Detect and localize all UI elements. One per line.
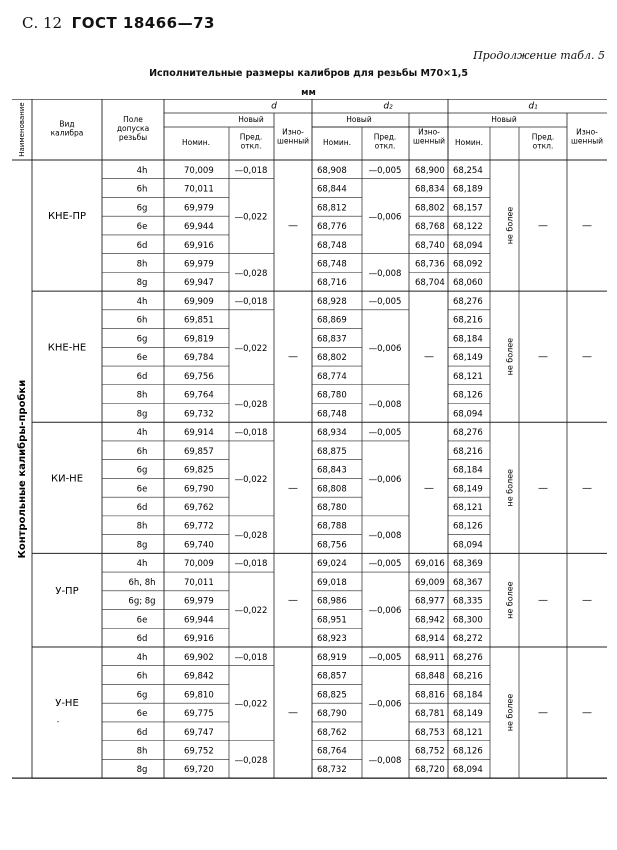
d1-nominal: 68,092 [453, 259, 483, 270]
tolerance-field: 4h [136, 559, 148, 570]
d2-nominal: 68,764 [317, 746, 347, 757]
d-deviation: —0,022 [234, 343, 268, 354]
column-header-kind: Вид [59, 119, 75, 129]
d-deviation: —0,018 [234, 296, 268, 307]
tolerance-field: 8h [136, 390, 148, 401]
d2-worn: 68,914 [415, 634, 445, 645]
d-nominal: 70,009 [184, 165, 214, 176]
d2-worn: 68,977 [415, 596, 445, 607]
d-nominal: 69,756 [184, 371, 214, 382]
d1-nominal: 68,184 [453, 690, 483, 701]
page-number: С. 12 [22, 14, 63, 32]
tolerance-field: 6e [136, 709, 148, 720]
d-deviation: —0,018 [234, 165, 268, 176]
not-more-label: не более [505, 206, 515, 245]
d1-nominal: 68,126 [453, 390, 483, 401]
d-deviation: —0,028 [234, 755, 268, 766]
d2-deviation: —0,008 [368, 399, 402, 410]
d2-nominal: 69,024 [317, 559, 347, 570]
d1-worn-dash: — [582, 595, 592, 607]
column-header-worn: шенный [412, 136, 446, 146]
column-header-dev: Пред. [239, 132, 263, 142]
column-header-kind: калибра [50, 128, 84, 138]
column-header-field: допуска [116, 124, 150, 133]
d2-deviation: —0,005 [368, 296, 402, 307]
d1-nominal: 68,276 [453, 296, 483, 307]
d-deviation: —0,028 [234, 531, 268, 542]
d2-worn: 68,736 [415, 259, 445, 270]
d2-deviation: —0,006 [368, 699, 402, 710]
d-nominal: 69,784 [184, 353, 214, 364]
d-deviation: —0,018 [234, 559, 268, 570]
d2-worn: 68,848 [415, 671, 445, 682]
column-header-dev: откл. [374, 141, 396, 151]
column-header-worn: Изно- [418, 127, 440, 137]
tolerance-field: 6h [136, 315, 148, 326]
d-nominal: 69,947 [184, 278, 214, 289]
d-nominal: 69,909 [184, 296, 214, 307]
d-nominal: 69,790 [184, 484, 214, 495]
calibre-table [12, 99, 607, 780]
d-nominal: 69,819 [184, 334, 214, 345]
d2-deviation: —0,005 [368, 652, 402, 663]
table-units: мм [301, 88, 316, 98]
d2-deviation: —0,008 [368, 268, 402, 279]
column-header-name: Наименование [18, 102, 26, 157]
tolerance-field: 8g [136, 540, 148, 551]
d-nominal: 69,775 [184, 709, 214, 720]
d-nominal: 70,009 [184, 559, 214, 570]
tolerance-field: 6d [136, 634, 148, 645]
column-header-dev: откл. [240, 141, 262, 151]
d-nominal: 69,902 [184, 652, 214, 663]
d1-nominal: 68,254 [453, 165, 483, 176]
tolerance-field: 6g; 8g [128, 596, 156, 607]
d2-nominal: 68,756 [317, 540, 347, 551]
d1-dev-dash: — [538, 220, 548, 232]
d-nominal: 69,752 [184, 746, 214, 757]
d-nominal: 69,842 [184, 671, 214, 682]
d1-nominal: 68,272 [453, 634, 483, 645]
side-group-label: Контрольные калибры-пробки [17, 379, 28, 559]
d-nominal: 69,851 [184, 315, 214, 326]
column-header-dev: Пред. [373, 132, 397, 142]
d-nominal: 69,944 [184, 615, 214, 626]
column-header-worn: шенный [570, 136, 604, 146]
d-nominal: 69,764 [184, 390, 214, 401]
d-nominal: 69,916 [184, 240, 214, 251]
tolerance-field: 6e [136, 615, 148, 626]
d2-nominal: 68,780 [317, 390, 347, 401]
d-worn-dash: — [288, 707, 298, 719]
d-worn-dash: — [288, 220, 298, 232]
d1-nominal: 68,149 [453, 353, 483, 364]
d2-deviation: —0,006 [368, 474, 402, 485]
d-nominal: 69,810 [184, 690, 214, 701]
d-worn-dash: — [288, 482, 298, 494]
column-header-d1: d₁ [528, 101, 538, 112]
column-header-worn: Изно- [576, 127, 598, 137]
d2-worn: 68,740 [415, 240, 445, 251]
tolerance-field: 4h [136, 165, 148, 176]
d1-nominal: 68,060 [453, 278, 483, 289]
d1-nominal: 68,300 [453, 615, 483, 626]
tolerance-field: 6h [136, 184, 148, 195]
tolerance-field: 8h [136, 746, 148, 757]
d2-nominal: 68,934 [317, 428, 347, 439]
d1-nominal: 68,094 [453, 540, 483, 551]
column-header-new: Новый [238, 115, 264, 124]
d1-nominal: 68,121 [453, 503, 483, 514]
d1-nominal: 68,126 [453, 746, 483, 757]
d1-nominal: 68,189 [453, 184, 483, 195]
d1-nominal: 68,335 [453, 596, 483, 607]
d-deviation: —0,022 [234, 699, 268, 710]
d2-deviation: —0,005 [368, 428, 402, 439]
d2-deviation: —0,006 [368, 343, 402, 354]
column-header-d: d [271, 101, 277, 112]
d2-worn: 68,802 [415, 203, 445, 214]
d1-nominal: 68,126 [453, 521, 483, 532]
d2-nominal: 68,919 [317, 652, 347, 663]
d1-dev-dash: — [538, 482, 548, 494]
calibre-kind: КИ-НЕ [50, 473, 84, 485]
d2-nominal: 68,837 [317, 334, 347, 345]
d1-nominal: 68,216 [453, 671, 483, 682]
d1-nominal: 68,157 [453, 203, 483, 214]
d1-nominal: 68,184 [453, 465, 483, 476]
d-nominal: 69,857 [184, 446, 214, 457]
column-header-nom: Номин. [181, 138, 211, 147]
d-deviation: —0,018 [234, 428, 268, 439]
d2-nominal: 68,869 [317, 315, 347, 326]
column-header-new: Новый [491, 115, 517, 124]
d-nominal: 70,011 [184, 577, 214, 588]
d2-nominal: 68,857 [317, 671, 347, 682]
calibre-kind: КНЕ-ПР [47, 211, 87, 223]
column-header-worn: шенный [276, 136, 310, 146]
d1-nominal: 68,216 [453, 315, 483, 326]
column-header-worn: Изно- [282, 127, 304, 137]
tolerance-field: 6d [136, 240, 148, 251]
tolerance-field: 8g [136, 765, 148, 776]
d2-worn: 68,900 [415, 165, 445, 176]
d1-nominal: 68,121 [453, 371, 483, 382]
d-nominal: 69,732 [184, 409, 214, 420]
d-nominal: 69,772 [184, 521, 214, 532]
d-worn-dash: — [288, 595, 298, 607]
d1-nominal: 68,094 [453, 240, 483, 251]
d2-deviation: —0,008 [368, 531, 402, 542]
d2-worn: 68,816 [415, 690, 445, 701]
d2-nominal: 68,788 [317, 521, 347, 532]
column-header-nom: Номин. [322, 138, 352, 147]
calibre-kind: У-ПР [55, 585, 79, 597]
d2-nominal: 68,951 [317, 615, 347, 626]
d-nominal: 69,914 [184, 428, 214, 439]
d2-deviation: —0,005 [368, 165, 402, 176]
gost-number: ГОСТ 18466—73 [71, 14, 215, 32]
tolerance-field: 4h [136, 652, 148, 663]
d1-nominal: 68,122 [453, 222, 483, 233]
d2-nominal: 68,748 [317, 259, 347, 270]
d1-nominal: 68,149 [453, 709, 483, 720]
tolerance-field: 6d [136, 371, 148, 382]
d-nominal: 69,979 [184, 259, 214, 270]
d1-worn-dash: — [582, 482, 592, 494]
tolerance-field: 4h [136, 296, 148, 307]
d1-nominal: 68,121 [453, 727, 483, 738]
not-more-label: не более [505, 337, 515, 376]
d2-deviation: —0,006 [368, 212, 402, 223]
d2-nominal: 68,802 [317, 353, 347, 364]
d1-worn-dash: — [582, 707, 592, 719]
d2-worn: 68,942 [415, 615, 445, 626]
d1-nominal: 68,094 [453, 409, 483, 420]
tolerance-field: 8g [136, 409, 148, 420]
continuation-note: Продолжение табл. 5 [473, 49, 605, 62]
d2-nominal: 68,748 [317, 409, 347, 420]
d2-worn: 68,720 [415, 765, 445, 776]
d2-worn-dash: — [424, 482, 434, 494]
d2-nominal: 68,843 [317, 465, 347, 476]
d1-nominal: 68,276 [453, 652, 483, 663]
d1-nominal: 68,184 [453, 334, 483, 345]
d-nominal: 69,979 [184, 203, 214, 214]
d2-deviation: —0,008 [368, 755, 402, 766]
stray-mark: - [56, 717, 60, 726]
d-nominal: 69,944 [184, 222, 214, 233]
d-deviation: —0,022 [234, 474, 268, 485]
d1-nominal: 68,094 [453, 765, 483, 776]
d2-worn: 68,768 [415, 222, 445, 233]
d-nominal: 69,740 [184, 540, 214, 551]
d2-worn: 68,911 [415, 652, 445, 663]
d-nominal: 70,011 [184, 184, 214, 195]
tolerance-field: 6g [136, 334, 148, 345]
not-more-label: не более [505, 581, 515, 619]
d-nominal: 69,825 [184, 465, 214, 476]
d2-deviation: —0,006 [368, 606, 402, 617]
d2-nominal: 68,762 [317, 727, 347, 738]
d-nominal: 69,747 [184, 727, 214, 738]
tolerance-field: 6h [136, 671, 148, 682]
d2-nominal: 68,875 [317, 446, 347, 457]
d2-nominal: 68,923 [317, 634, 347, 645]
column-header-d2: d₂ [383, 101, 393, 112]
d-deviation: —0,018 [234, 652, 268, 663]
d-worn-dash: — [288, 351, 298, 363]
d1-dev-dash: — [538, 351, 548, 363]
d2-worn: 68,753 [415, 727, 445, 738]
d-deviation: —0,028 [234, 399, 268, 410]
tolerance-field: 6e [136, 484, 148, 495]
tolerance-field: 6g [136, 203, 148, 214]
tolerance-field: 6h [136, 446, 148, 457]
table-title: Исполнительные размеры калибров для резьбы М70×1,5 [149, 68, 468, 79]
d2-worn: 68,834 [415, 184, 445, 195]
d1-nominal: 68,216 [453, 446, 483, 457]
d2-nominal: 68,986 [317, 596, 347, 607]
d-nominal: 69,979 [184, 596, 214, 607]
column-header-field: резьбы [118, 133, 148, 142]
d-nominal: 69,762 [184, 503, 214, 514]
d2-nominal: 68,825 [317, 690, 347, 701]
d2-worn-dash: — [424, 351, 434, 363]
tolerance-field: 4h [136, 428, 148, 439]
d2-nominal: 69,018 [317, 577, 347, 588]
d2-nominal: 68,774 [317, 371, 347, 382]
tolerance-field: 8g [136, 278, 148, 289]
column-header-dev: Пред. [531, 132, 555, 142]
d1-dev-dash: — [538, 595, 548, 607]
d-deviation: —0,022 [234, 606, 268, 617]
d1-worn-dash: — [582, 220, 592, 232]
d1-dev-dash: — [538, 707, 548, 719]
calibre-kind: КНЕ-НЕ [47, 342, 87, 354]
d2-nominal: 68,776 [317, 222, 347, 233]
tolerance-field: 6d [136, 727, 148, 738]
d2-worn: 69,009 [415, 577, 445, 588]
d2-nominal: 68,716 [317, 278, 347, 289]
d-nominal: 69,720 [184, 765, 214, 776]
d2-nominal: 68,732 [317, 765, 347, 776]
d2-nominal: 68,928 [317, 296, 347, 307]
column-header-new: Новый [346, 115, 372, 124]
d-nominal: 69,916 [184, 634, 214, 645]
tolerance-field: 6g [136, 690, 148, 701]
d2-worn: 69,016 [415, 559, 445, 570]
tolerance-field: 6h, 8h [128, 577, 156, 588]
d2-nominal: 68,808 [317, 484, 347, 495]
d1-nominal: 68,367 [453, 577, 483, 588]
d1-nominal: 68,276 [453, 428, 483, 439]
column-header-nom: Номин. [454, 138, 484, 147]
d1-nominal: 68,149 [453, 484, 483, 495]
d-deviation: —0,028 [234, 268, 268, 279]
column-header-field: Поле [123, 115, 143, 124]
calibre-kind: У-НЕ [55, 698, 79, 710]
d2-nominal: 68,908 [317, 165, 347, 176]
d2-nominal: 68,844 [317, 184, 347, 195]
tolerance-field: 8h [136, 521, 148, 532]
tolerance-field: 8h [136, 259, 148, 270]
tolerance-field: 6g [136, 465, 148, 476]
tolerance-field: 6d [136, 503, 148, 514]
d2-worn: 68,752 [415, 746, 445, 757]
not-more-label: не более [505, 693, 515, 732]
d2-nominal: 68,780 [317, 503, 347, 514]
d1-nominal: 68,369 [453, 559, 483, 570]
d2-worn: 68,781 [415, 709, 445, 720]
tolerance-field: 6e [136, 222, 148, 233]
d2-nominal: 68,812 [317, 203, 347, 214]
tolerance-field: 6e [136, 353, 148, 364]
page-header [22, 14, 215, 32]
d-deviation: —0,022 [234, 212, 268, 223]
not-more-label: не более [505, 469, 515, 507]
column-header-dev: откл. [532, 141, 554, 151]
d2-nominal: 68,748 [317, 240, 347, 251]
d1-worn-dash: — [582, 351, 592, 363]
d2-worn: 68,704 [415, 278, 445, 289]
d2-nominal: 68,790 [317, 709, 347, 720]
d2-deviation: —0,005 [368, 559, 402, 570]
